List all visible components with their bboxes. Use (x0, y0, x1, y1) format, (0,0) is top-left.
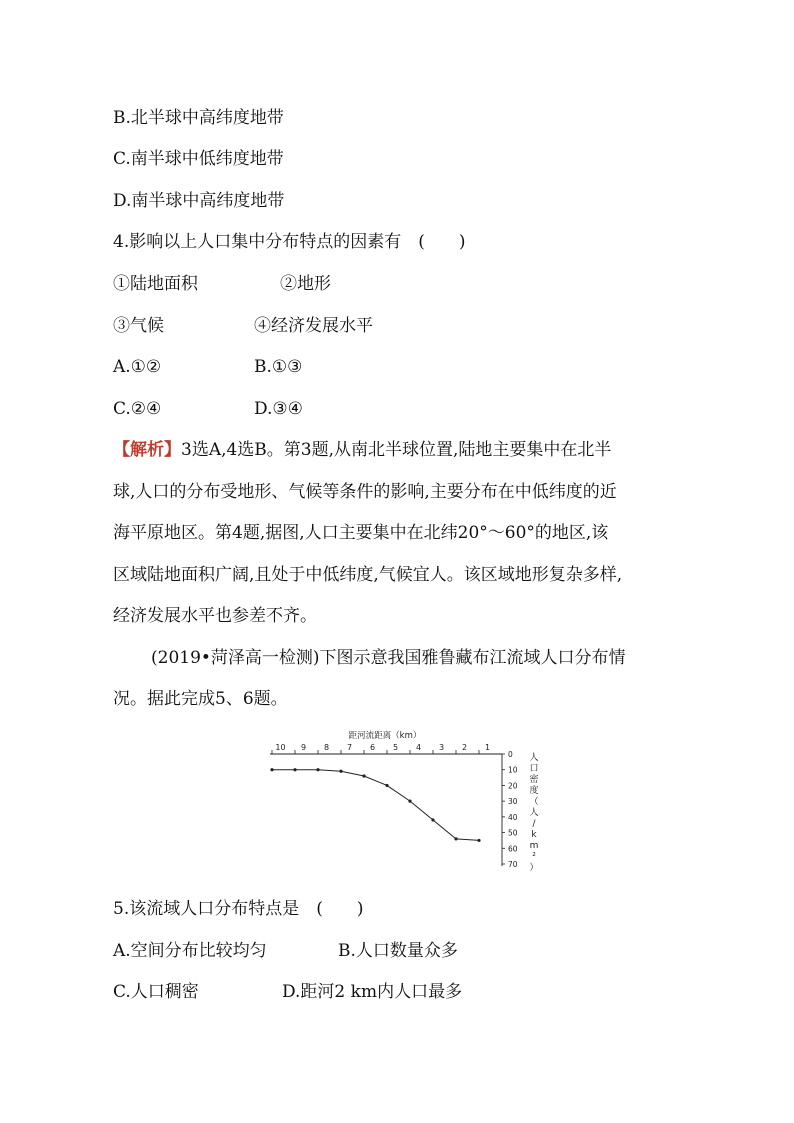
data-point (362, 774, 365, 777)
q3-option-c: C.南半球中低纬度地带 (113, 149, 284, 169)
analysis-line-5: 经济发展水平也参差不齐。 (113, 606, 317, 626)
x-tick-label: 3 (438, 743, 445, 752)
q4-item-4: ④经济发展水平 (254, 316, 373, 336)
q3-option-d: D.南半球中高纬度地带 (113, 191, 285, 211)
data-point (270, 768, 273, 771)
q5-option-d: D.距河2 km内人口最多 (282, 982, 463, 1002)
data-point (316, 768, 319, 771)
y-tick-label: 60 (508, 844, 518, 854)
y-label-char: k (531, 830, 537, 840)
y-axis (502, 750, 518, 869)
y-label-char: ² (532, 852, 536, 862)
y-tick-label: 10 (508, 765, 518, 775)
q4-stem: 4.影响以上人口集中分布特点的因素有 ( ) (113, 232, 466, 252)
analysis-line-1 (113, 440, 611, 460)
data-point (293, 768, 296, 771)
x-tick-label: 8 (323, 743, 330, 752)
y-label-char: 口 (529, 764, 539, 774)
x-tick-label: 2 (461, 743, 468, 752)
q4-option-c: C.②④ (113, 399, 162, 419)
series-line (272, 770, 479, 841)
q4-item-2: ②地形 (280, 274, 331, 294)
y-tick-label: 40 (508, 812, 518, 822)
x-tick-label: 9 (300, 743, 307, 752)
y-label-char: 密 (529, 775, 539, 785)
y-tick-label: 20 (508, 781, 518, 791)
data-point (385, 784, 388, 787)
data-point (339, 770, 342, 773)
q5-option-a: A.空间分布比较均匀 (113, 941, 267, 961)
x-tick-label: 1 (484, 743, 491, 752)
q3-option-b: B.北半球中高纬度地带 (113, 108, 284, 128)
data-point (408, 800, 411, 803)
y-label-char: 人 (529, 808, 539, 818)
intro-line-1: (2019•菏泽高一检测)下图示意我国雅鲁藏布江流域人口分布情 (151, 648, 626, 668)
data-point (477, 839, 480, 842)
q5-option-b: B.人口数量众多 (338, 941, 458, 961)
q5-option-c: C.人口稠密 (113, 982, 199, 1002)
analysis-line-3: 海平原地区。第4题,据图,人口主要集中在北纬20°～60°的地区,该 (113, 523, 609, 543)
x-tick-label: 6 (369, 743, 376, 752)
intro-line-2: 况。据此完成5、6题。 (113, 689, 288, 709)
analysis-text-1: 3选A,4选B。第3题,从南北半球位置,陆地主要集中在北半 (181, 440, 612, 460)
population-density-chart (262, 724, 552, 874)
analysis-line-4: 区域陆地面积广阔,且处于中低纬度,气候宜人。该区域地形复杂多样, (113, 565, 623, 585)
q4-item-3: ③气候 (113, 316, 164, 336)
x-tick-label: 7 (346, 743, 353, 752)
y-tick-label: 0 (508, 750, 513, 759)
data-point (431, 818, 434, 821)
q4-option-b: B.①③ (254, 357, 303, 377)
y-tick-label: 50 (508, 828, 518, 838)
q4-item-1: ①陆地面积 (113, 274, 198, 294)
y-label-char: / (532, 819, 536, 829)
x-tick-label: 4 (415, 743, 422, 752)
y-label-char: 人 (529, 753, 539, 763)
q4-option-d: D.③④ (254, 399, 303, 419)
analysis-line-2: 球,人口的分布受地形、气候等条件的影响,主要分布在中低纬度的近 (113, 482, 617, 502)
y-label-char: m (529, 841, 539, 851)
q5-stem: 5.该流域人口分布特点是 ( ) (113, 899, 364, 919)
y-label-char: （ (529, 797, 539, 807)
x-tick-label: 5 (392, 743, 399, 752)
y-axis-label (529, 751, 538, 873)
y-label-char: ） (529, 863, 539, 873)
y-tick-label: 70 (508, 860, 518, 869)
analysis-tag: 【解析】 (113, 440, 181, 460)
y-tick-label: 30 (508, 797, 518, 807)
chart-title: 距河流距离（km） (348, 731, 422, 741)
data-point (454, 837, 457, 840)
series (270, 768, 480, 842)
q4-option-a: A.①② (113, 357, 162, 377)
x-tick-label: 10 (275, 743, 286, 752)
y-label-char: 度 (529, 786, 539, 796)
x-axis (270, 743, 502, 754)
